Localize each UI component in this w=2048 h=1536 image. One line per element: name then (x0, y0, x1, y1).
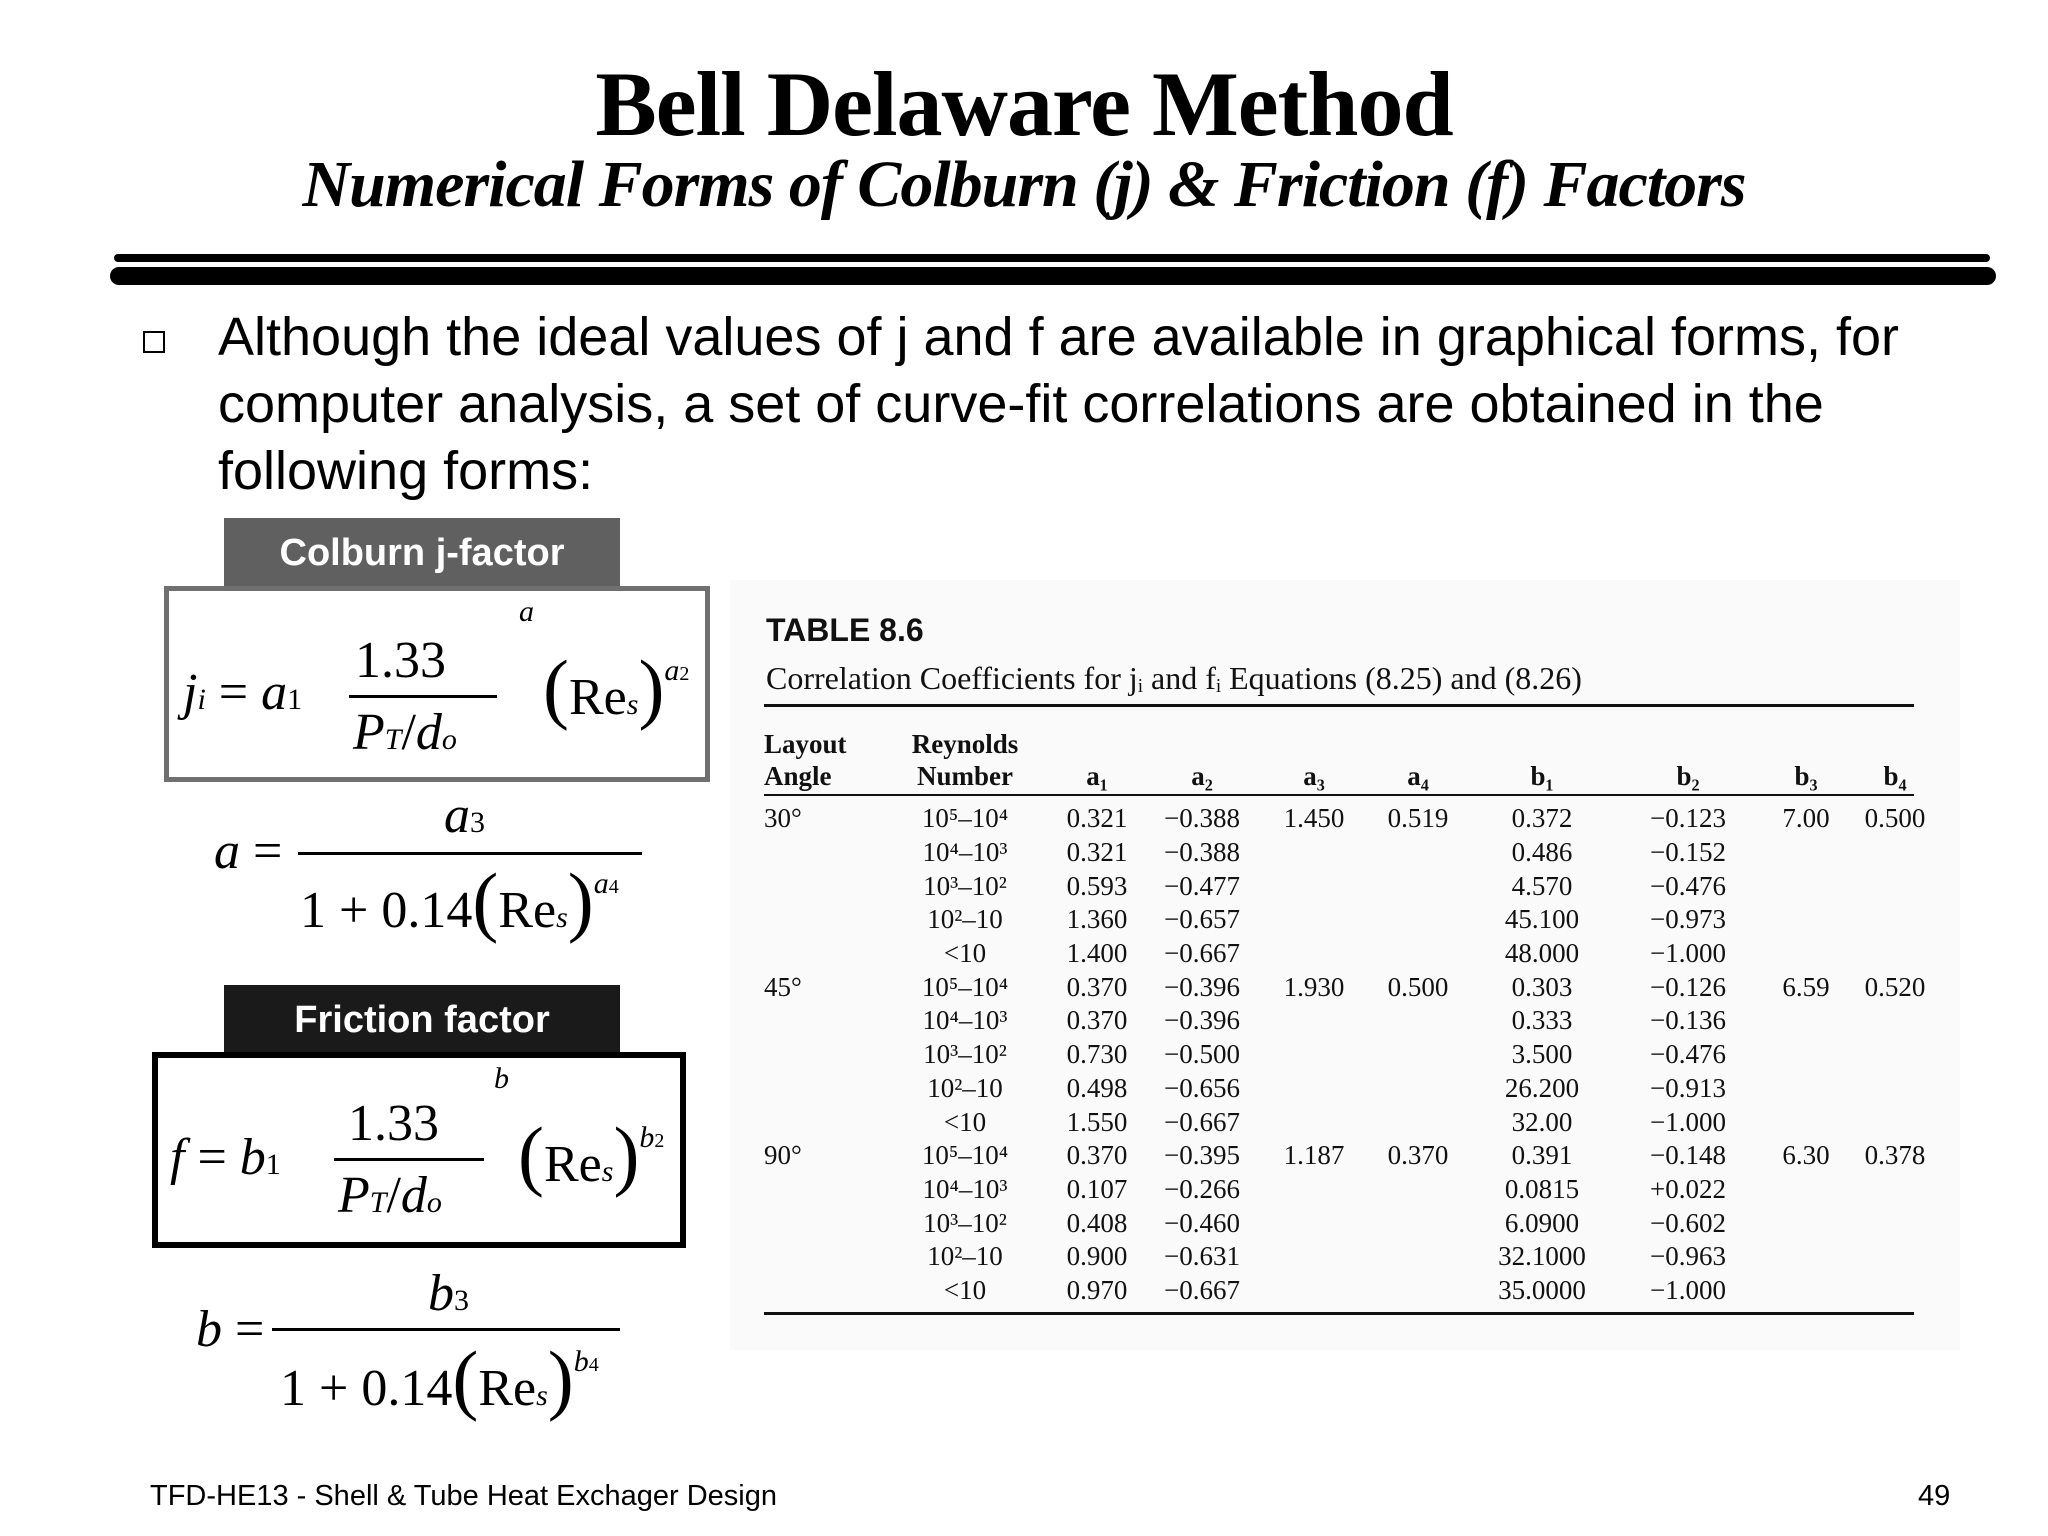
table-row (764, 970, 1936, 1004)
cell-a4 (1370, 1072, 1466, 1106)
cell-b4 (1854, 1105, 1936, 1139)
cell-a3 (1258, 1274, 1370, 1308)
hollow-square-bullet-icon (143, 331, 165, 353)
cell-b1: 0.303 (1511, 971, 1573, 1002)
cell-a1: 0.498 (1066, 1072, 1128, 1103)
cell-layout-angle (764, 1206, 882, 1240)
cell-a2: −0.477 (1164, 870, 1240, 901)
cell-b2: −0.136 (1650, 1005, 1726, 1036)
colburn-numerator: 1.33 (355, 632, 446, 689)
friction-denominator: PT/do (338, 1167, 442, 1224)
cell-b4 (1854, 937, 1936, 971)
cell-reynolds-number: <10 (943, 1106, 987, 1137)
cell-b2: −0.602 (1650, 1207, 1726, 1238)
friction-label: Friction factor (224, 985, 620, 1055)
header-reynolds-number: Reynolds Number (911, 729, 1019, 791)
cell-b3 (1758, 1240, 1854, 1274)
cell-a1: 0.970 (1066, 1274, 1128, 1305)
cell-layout-angle (764, 836, 882, 870)
cell-a4: 0.519 (1387, 803, 1449, 834)
cell-a4 (1370, 1173, 1466, 1207)
cell-b2: −0.148 (1650, 1140, 1726, 1171)
cell-reynolds-number: 10⁴–10³ (922, 1173, 1008, 1204)
colburn-label: Colburn j-factor (224, 518, 620, 588)
table-top-rule (764, 704, 1914, 707)
cell-b4 (1854, 1173, 1936, 1207)
cell-a1: 0.408 (1066, 1207, 1128, 1238)
cell-a1: 1.400 (1066, 938, 1128, 969)
cell-a4 (1370, 869, 1466, 903)
header-a1: a₁ (1086, 761, 1108, 791)
colburn-def-numerator: a3 (444, 787, 485, 844)
cell-a1: 1.360 (1066, 904, 1128, 935)
cell-layout-angle (764, 1105, 882, 1139)
cell-reynolds-number: <10 (943, 1274, 987, 1305)
cell-a2: −0.388 (1164, 803, 1240, 834)
cell-b2: −0.123 (1650, 803, 1726, 834)
title-divider-thick (110, 267, 1996, 285)
cell-a2: −0.667 (1164, 1106, 1240, 1137)
cell-b1: 4.570 (1511, 870, 1573, 901)
cell-b1: 32.1000 (1498, 1241, 1586, 1272)
colburn-def-lhs: a = (214, 823, 283, 880)
cell-b1: 35.0000 (1498, 1274, 1586, 1305)
table-row (764, 1173, 1936, 1207)
cell-b2: −1.000 (1650, 938, 1726, 969)
cell-b1: 0.391 (1511, 1140, 1573, 1171)
cell-a4 (1370, 937, 1466, 971)
table-row (764, 1274, 1936, 1308)
header-a4: a₄ (1407, 761, 1429, 791)
cell-layout-angle: 90° (764, 1140, 802, 1171)
friction-exponent: b (494, 1062, 509, 1095)
cell-a2: −0.396 (1164, 971, 1240, 1002)
cell-b2: −0.913 (1650, 1072, 1726, 1103)
cell-a3: 1.930 (1283, 971, 1345, 1002)
cell-layout-angle (764, 1173, 882, 1207)
colburn-fraction-bar (349, 695, 497, 698)
cell-b1: 0.0815 (1504, 1173, 1580, 1204)
cell-a3 (1258, 937, 1370, 971)
cell-reynolds-number: 10²–10 (927, 1072, 1003, 1103)
cell-a4: 0.370 (1387, 1140, 1449, 1171)
table-row (764, 1004, 1936, 1038)
title-divider-thin (114, 254, 1990, 262)
friction-reynolds-term: (Res)$^{b2}$ (518, 1111, 665, 1198)
cell-b3: 6.30 (1782, 1140, 1830, 1171)
header-b4: b₄ (1883, 761, 1907, 791)
colburn-denominator: PT/do (353, 704, 457, 761)
cell-b3 (1758, 1173, 1854, 1207)
bullet-text: Although the ideal values of j and f are available in graphical forms, for computer analysis, a set of curve-fit correlations are obtained in the following forms: (218, 307, 1899, 501)
cell-a4 (1370, 903, 1466, 937)
cell-b3 (1758, 1072, 1854, 1106)
cell-a1: 0.107 (1066, 1173, 1128, 1204)
cell-b2: −0.476 (1650, 870, 1726, 901)
cell-a1: 0.730 (1066, 1039, 1128, 1070)
cell-b4 (1854, 1004, 1936, 1038)
cell-a3 (1258, 903, 1370, 937)
cell-reynolds-number: <10 (943, 938, 987, 969)
cell-b3 (1758, 937, 1854, 971)
cell-reynolds-number: 10⁵–10⁴ (921, 1140, 1009, 1171)
cell-a2: −0.396 (1164, 1005, 1240, 1036)
friction-numerator: 1.33 (348, 1095, 439, 1152)
cell-a2: −0.388 (1164, 837, 1240, 868)
cell-a2: −0.460 (1164, 1207, 1240, 1238)
header-b1: b₁ (1530, 761, 1554, 791)
table-row (764, 1206, 1936, 1240)
cell-b3: 7.00 (1782, 803, 1830, 834)
cell-a4 (1370, 1240, 1466, 1274)
cell-a3: 1.450 (1283, 803, 1345, 834)
cell-a3 (1258, 869, 1370, 903)
cell-b1: 0.372 (1511, 803, 1573, 834)
friction-def-lhs: b = (196, 1301, 265, 1358)
table-bottom-rule (764, 1312, 1914, 1315)
cell-b3 (1758, 1274, 1854, 1308)
cell-b1: 3.500 (1511, 1039, 1573, 1070)
cell-b4: 0.520 (1864, 971, 1926, 1002)
cell-a3 (1258, 1004, 1370, 1038)
cell-layout-angle (764, 937, 882, 971)
cell-a3 (1258, 1072, 1370, 1106)
cell-layout-angle (764, 1072, 882, 1106)
cell-a1: 0.321 (1066, 837, 1128, 868)
table-label: TABLE 8.6 (766, 612, 924, 648)
cell-a2: −0.266 (1164, 1173, 1240, 1204)
cell-b1: 45.100 (1504, 904, 1580, 935)
cell-a3 (1258, 1038, 1370, 1072)
cell-b4 (1854, 836, 1936, 870)
cell-b2: −0.973 (1650, 904, 1726, 935)
cell-a4: 0.500 (1387, 971, 1449, 1002)
table-row (764, 1105, 1936, 1139)
cell-a2: −0.500 (1164, 1039, 1240, 1070)
cell-b3 (1758, 869, 1854, 903)
cell-a1: 0.370 (1066, 1005, 1128, 1036)
friction-fraction-bar (334, 1158, 484, 1161)
cell-a4 (1370, 1206, 1466, 1240)
cell-a2: −0.656 (1164, 1072, 1240, 1103)
colburn-def-fraction-bar (298, 852, 642, 855)
cell-a3 (1258, 1105, 1370, 1139)
cell-reynolds-number: 10³–10² (923, 870, 1007, 901)
cell-b2: −1.000 (1650, 1274, 1726, 1305)
cell-layout-angle (764, 869, 882, 903)
cell-b4 (1854, 1274, 1936, 1308)
cell-a3 (1258, 836, 1370, 870)
cell-a3 (1258, 1173, 1370, 1207)
cell-a1: 0.321 (1066, 803, 1128, 834)
colburn-def-denominator: 1 + 0.14(Res)$^{a4}$ (300, 857, 619, 944)
cell-layout-angle (764, 1038, 882, 1072)
friction-equation-box (152, 1052, 686, 1248)
cell-a2: −0.667 (1164, 938, 1240, 969)
table-row (764, 792, 1936, 836)
cell-b2: +0.022 (1650, 1173, 1726, 1204)
cell-b1: 48.000 (1504, 938, 1580, 969)
cell-b4 (1854, 903, 1936, 937)
footer-course-title: TFD-HE13 - Shell & Tube Heat Exchager Design (150, 1480, 777, 1512)
colburn-exponent: a (519, 595, 534, 628)
cell-b3 (1758, 836, 1854, 870)
cell-b3 (1758, 903, 1854, 937)
cell-reynolds-number: 10⁴–10³ (922, 1005, 1008, 1036)
cell-b3 (1758, 1105, 1854, 1139)
cell-reynolds-number: 10²–10 (927, 904, 1003, 935)
cell-layout-angle: 45° (764, 971, 802, 1002)
colburn-reynolds-term: (Res)$^{a2}$ (543, 644, 690, 731)
cell-b3: 6.59 (1782, 971, 1830, 1002)
table-header-row (764, 716, 1936, 792)
cell-a4 (1370, 1274, 1466, 1308)
cell-b4: 0.378 (1864, 1140, 1926, 1171)
friction-def-fraction-bar (272, 1328, 620, 1331)
table-row (764, 1072, 1936, 1106)
slide-subtitle: Numerical Forms of Colburn (j) & Friction (f) Factors (302, 148, 1746, 221)
cell-a4 (1370, 1004, 1466, 1038)
coefficient-table (764, 716, 1936, 1307)
cell-a2: −0.395 (1164, 1140, 1240, 1171)
page-number: 49 (1918, 1480, 1951, 1512)
cell-b4 (1854, 1206, 1936, 1240)
table-caption: Correlation Coefficients for jᵢ and fᵢ Equations (8.25) and (8.26) (766, 660, 1582, 696)
cell-layout-angle (764, 1240, 882, 1274)
cell-b4 (1854, 869, 1936, 903)
header-b3: b₃ (1794, 761, 1818, 791)
cell-b2: −0.152 (1650, 837, 1726, 868)
cell-reynolds-number: 10⁵–10⁴ (921, 803, 1009, 834)
friction-def-numerator: b3 (428, 1265, 469, 1322)
cell-layout-angle (764, 903, 882, 937)
cell-a2: −0.657 (1164, 904, 1240, 935)
cell-b4 (1854, 1038, 1936, 1072)
cell-reynolds-number: 10³–10² (923, 1207, 1007, 1238)
cell-b3 (1758, 1004, 1854, 1038)
cell-a1: 0.900 (1066, 1241, 1128, 1272)
cell-a4 (1370, 1105, 1466, 1139)
cell-b2: −1.000 (1650, 1106, 1726, 1137)
cell-b4 (1854, 1072, 1936, 1106)
colburn-equation-box (164, 586, 710, 782)
cell-a2: −0.631 (1164, 1241, 1240, 1272)
friction-def-denominator: 1 + 0.14(Res)$^{b4}$ (280, 1335, 599, 1422)
friction-lhs: f = b1 (170, 1129, 281, 1186)
cell-layout-angle (764, 1274, 882, 1308)
header-b2: b₂ (1676, 761, 1700, 791)
table-row (764, 1139, 1936, 1173)
table-row (764, 1240, 1936, 1274)
cell-b1: 6.0900 (1504, 1207, 1580, 1238)
cell-b3 (1758, 1206, 1854, 1240)
cell-a3 (1258, 1240, 1370, 1274)
cell-a1: 0.370 (1066, 971, 1128, 1002)
colburn-lhs: ji = a1 (183, 664, 303, 721)
cell-a3: 1.187 (1283, 1140, 1345, 1171)
cell-layout-angle (764, 1004, 882, 1038)
cell-a4 (1370, 836, 1466, 870)
cell-reynolds-number: 10³–10² (923, 1039, 1007, 1070)
table-row (764, 903, 1936, 937)
cell-b1: 26.200 (1504, 1072, 1580, 1103)
cell-a2: −0.667 (1164, 1274, 1240, 1305)
cell-b3 (1758, 1038, 1854, 1072)
cell-b1: 0.486 (1511, 837, 1573, 868)
header-layout-angle: Layout Angle (764, 729, 847, 791)
table-row (764, 937, 1936, 971)
cell-reynolds-number: 10²–10 (927, 1241, 1003, 1272)
cell-a1: 1.550 (1066, 1106, 1128, 1137)
cell-a1: 0.593 (1066, 870, 1128, 901)
table-row (764, 836, 1936, 870)
cell-b2: −0.963 (1650, 1241, 1726, 1272)
cell-reynolds-number: 10⁵–10⁴ (921, 971, 1009, 1002)
cell-b1: 32.00 (1511, 1106, 1573, 1137)
cell-b4: 0.500 (1864, 803, 1926, 834)
cell-b1: 0.333 (1511, 1005, 1573, 1036)
header-a2: a₂ (1191, 761, 1213, 791)
cell-b2: −0.126 (1650, 971, 1726, 1002)
cell-a3 (1258, 1206, 1370, 1240)
cell-a1: 0.370 (1066, 1140, 1128, 1171)
cell-b4 (1854, 1240, 1936, 1274)
table-row (764, 869, 1936, 903)
cell-b2: −0.476 (1650, 1039, 1726, 1070)
table-row (764, 1038, 1936, 1072)
cell-layout-angle: 30° (764, 803, 802, 834)
header-a3: a₃ (1303, 761, 1325, 791)
cell-reynolds-number: 10⁴–10³ (922, 837, 1008, 868)
slide-title: Bell Delaware Method (595, 53, 1453, 155)
cell-a4 (1370, 1038, 1466, 1072)
